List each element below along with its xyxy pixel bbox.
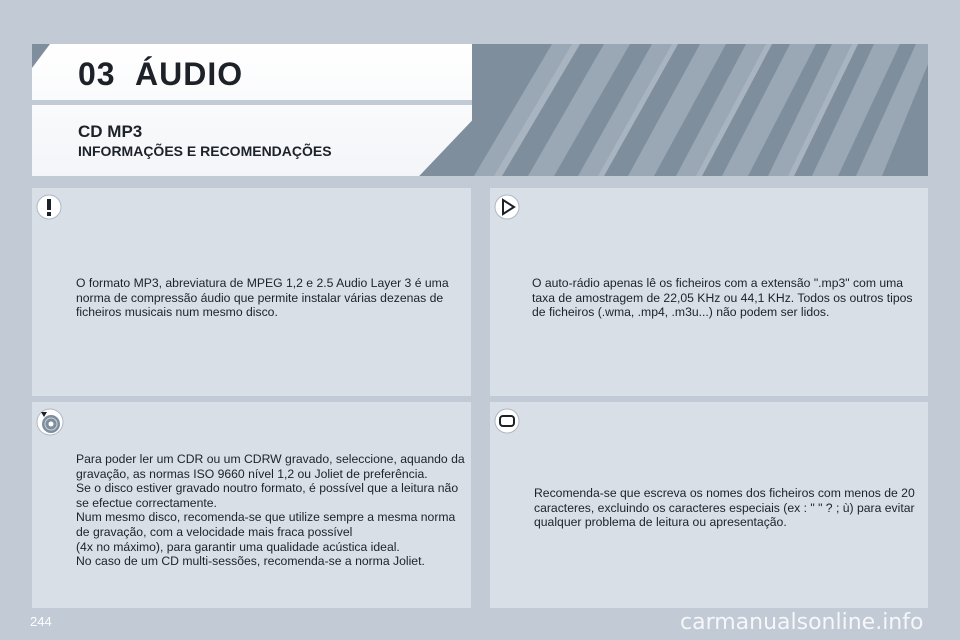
section-subtitle: INFORMAÇÕES E RECOMENDAÇÕES bbox=[78, 143, 332, 159]
play-triangle-icon bbox=[494, 194, 520, 220]
chapter-number: 03 bbox=[78, 56, 116, 92]
page-number: 244 bbox=[30, 614, 52, 629]
watermark: carmanualsonline.info bbox=[680, 610, 924, 635]
note-box-icon bbox=[494, 408, 520, 434]
header-divider bbox=[32, 100, 472, 105]
warning-exclamation-icon bbox=[36, 194, 62, 220]
panel-text: Para poder ler um CDR ou um CDRW gravado, seleccione, aquando da gravação, as normas ISO 9660 nível 1,2 ou Joliet de preferência. Se o disco estiver gravado noutro formato, é possível que a leitura não se efectue correctamente. Num mesmo disco, recomenda-se que utilize sempre a mesma norma de gravação, com a velocidade mais fraca possível (4x no máximo), para garantir uma qualidade acústica ideal. No caso de um CD multi-sessões, recomenda-se a norma Joliet. bbox=[76, 452, 465, 569]
panel-text: Recomenda-se que escreva os nomes dos ficheiros com menos de 20 caracteres, excluindo os caracteres especiais (ex : " " ? ; ù) para evitar qualquer problema de leitura ou apresentação. bbox=[534, 486, 915, 530]
panel-text: O formato MP3, abreviatura de MPEG 1,2 e 2.5 Audio Layer 3 é uma norma de compressão áudio que permite instalar várias dezenas de ficheiros musicais num mesmo disco. bbox=[76, 276, 449, 320]
panel-text: O auto-rádio apenas lê os ficheiros com a extensão ".mp3" com uma taxa de amostragem de 22,05 KHz ou 44,1 KHz. Todos os outros tipos de ficheiros (.wma, .mp4, .m3u...) não podem ser lidos. bbox=[532, 276, 913, 320]
section-title: CD MP3 bbox=[78, 122, 143, 141]
chapter-title: ÁUDIO bbox=[135, 56, 244, 92]
disc-icon bbox=[36, 408, 64, 436]
